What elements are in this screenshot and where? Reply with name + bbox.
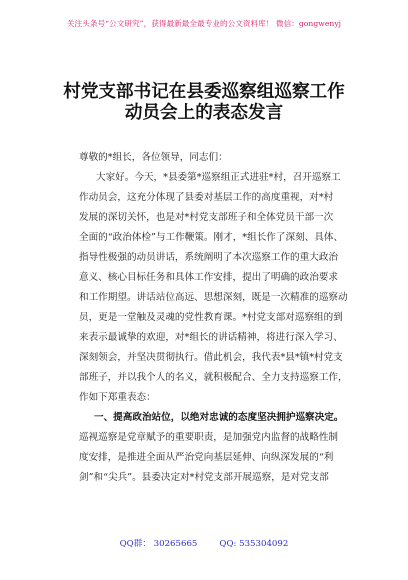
body-line: 作如下郑重表态： <box>79 392 156 403</box>
footer-qq-contact: QQ: 535304092 <box>219 539 289 549</box>
body-line: 和工作期望。讲话站位高远、思想深刻，既是一次精准的巡察动 <box>79 292 348 303</box>
body-line: 意义、核心目标任务和具体工作安排，提出了明确的政治要求 <box>79 272 339 283</box>
body-line: 指导性极强的动员讲话，系统阐明了本次巡察工作的重大政治 <box>79 252 339 263</box>
body-line: 巡视巡察是党章赋予的重要职责，是加强党内监督的战略性制 <box>79 432 339 443</box>
body-line: 度安排，是推进全面从严治党向基层延伸、向纵深发展的“利 <box>79 452 334 463</box>
body-line: 作动员会，这充分体现了县委对基层工作的高度重视，对*村 <box>79 192 334 203</box>
title-line-2: 动员会上的表态发言 <box>124 102 284 123</box>
document-body <box>79 148 361 488</box>
body-line: 全面的“政治体检”与工作鞭策。刚才，*组长作了深刻、具体、 <box>79 232 344 243</box>
body-line: 员，更是一堂触及灵魂的党性教育课。*村党支部对巡察组的到 <box>79 312 343 323</box>
body-line: 部班子，并以我个人的名义，就积极配合、全力支持巡察工作， <box>79 372 348 383</box>
body-line: 大家好。今天，*县委第*巡察组正式进驻*村，召开巡察工 <box>96 172 341 183</box>
section-heading-1: 一、提高政治站位，以绝对忠诚的态度坚决拥护巡察决定。 <box>94 412 344 423</box>
document-title <box>0 81 408 123</box>
footer-qq-group: QQ群： 30265665 <box>119 539 198 549</box>
title-line-1: 村党支部书记在县委巡察组巡察工作 <box>63 81 345 102</box>
salutation: 尊敬的*组长，各位领导，同志们： <box>79 152 228 163</box>
body-line: 发展的深切关怀，也是对*村党支部班子和全体党员干部一次 <box>79 212 334 223</box>
body-line: 深刻领会，并坚决贯彻执行。借此机会，我代表*县*镇*村党支 <box>79 352 343 363</box>
footer <box>0 539 408 550</box>
body-line: 来表示最诚挚的欢迎，对*组长的讲话精神，将进行深入学习、 <box>79 332 343 343</box>
body-line: 剑”和“尖兵”。县委决定对*村党支部开展巡察，是对党支部 <box>79 472 329 483</box>
banner-text: 关注头条号“公文研究”，获得最新最全最专业的公文资料库！ 微信：gongwenyj <box>66 19 342 28</box>
top-banner <box>0 19 408 29</box>
